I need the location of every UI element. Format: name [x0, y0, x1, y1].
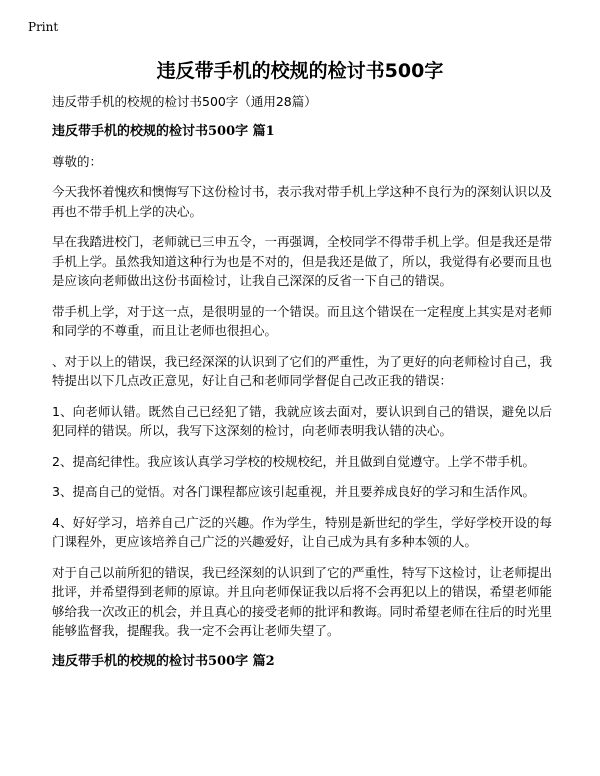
paragraph: 今天我怀着愧疚和懊悔写下这份检讨书，表示我对带手机上学这种不良行为的深刻认识以及再也不带手机上学的决心。 — [52, 184, 553, 219]
section-heading-1: 违反带手机的校规的检讨书500字 篇1 — [52, 124, 275, 139]
paragraph: 4、好好学习，培养自己广泛的兴趣。作为学生，特别是新世纪的学生，学好学校开设的每门课程外，更应该培养自己广泛的兴趣爱好，让自己成为具有多种本领的人。 — [52, 514, 552, 549]
paragraph: 带手机上学，对于这一点，是很明显的一个错误。而且这个错误在一定程度上其实是对老师和同学的不尊重，而且让老师也很担心。 — [52, 303, 553, 338]
paragraph: 早在我踏进校门，老师就已三申五令，一再强调，全校同学不得带手机上学。但是我还是带手机上学。虽然我知道这种行为也是不对的，但是我还是做了，所以，我觉得有必要而且也是应该向老师做出这份书面检讨，让我自己深深的反省一下自己的错误。 — [52, 234, 553, 288]
document-body — [52, 92, 552, 682]
print-link[interactable]: Print — [28, 20, 59, 34]
paragraph: 、对于以上的错误，我已经深深的认识到了它们的严重性，为了更好的向老师检讨自己，我特提出以下几点改正意见，好让自己和老师同学督促自己改正我的错误： — [52, 353, 553, 388]
paragraph: 1、向老师认错。既然自己已经犯了错，我就应该去面对，要认识到自己的错误，避免以后犯同样的错误。所以，我写下这深刻的检讨，向老师表明我认错的决心。 — [52, 403, 552, 438]
document-subtitle: 违反带手机的校规的检讨书500字（通用28篇） — [52, 94, 317, 109]
paragraph: 2、提高纪律性。我应该认真学习学校的校规校纪，并且做到自觉遵守。上学不带手机。 — [52, 453, 535, 469]
paragraph: 3、提高自己的觉悟。对各门课程都应该引起重视，并且要养成良好的学习和生活作风。 — [52, 484, 535, 499]
paragraph: 对于自己以前所犯的错误，我已经深刻的认识到了它的严重性，特写下这检讨，让老师提出批评，并希望得到老师的原谅。并且向老师保证我以后将不会再犯以上的错误，希望老师能够给我一次改正的机会，并且真心的接受老师的批评和教诲。同时希望老师在往后的时光里能够监督我，提醒我。我一定不会再让老师失望了。 — [52, 564, 553, 638]
salutation: 尊敬的： — [52, 154, 103, 169]
page-title: 违反带手机的校规的检讨书500字 — [156, 60, 444, 82]
section-heading-2: 违反带手机的校规的检讨书500字 篇2 — [52, 653, 275, 669]
